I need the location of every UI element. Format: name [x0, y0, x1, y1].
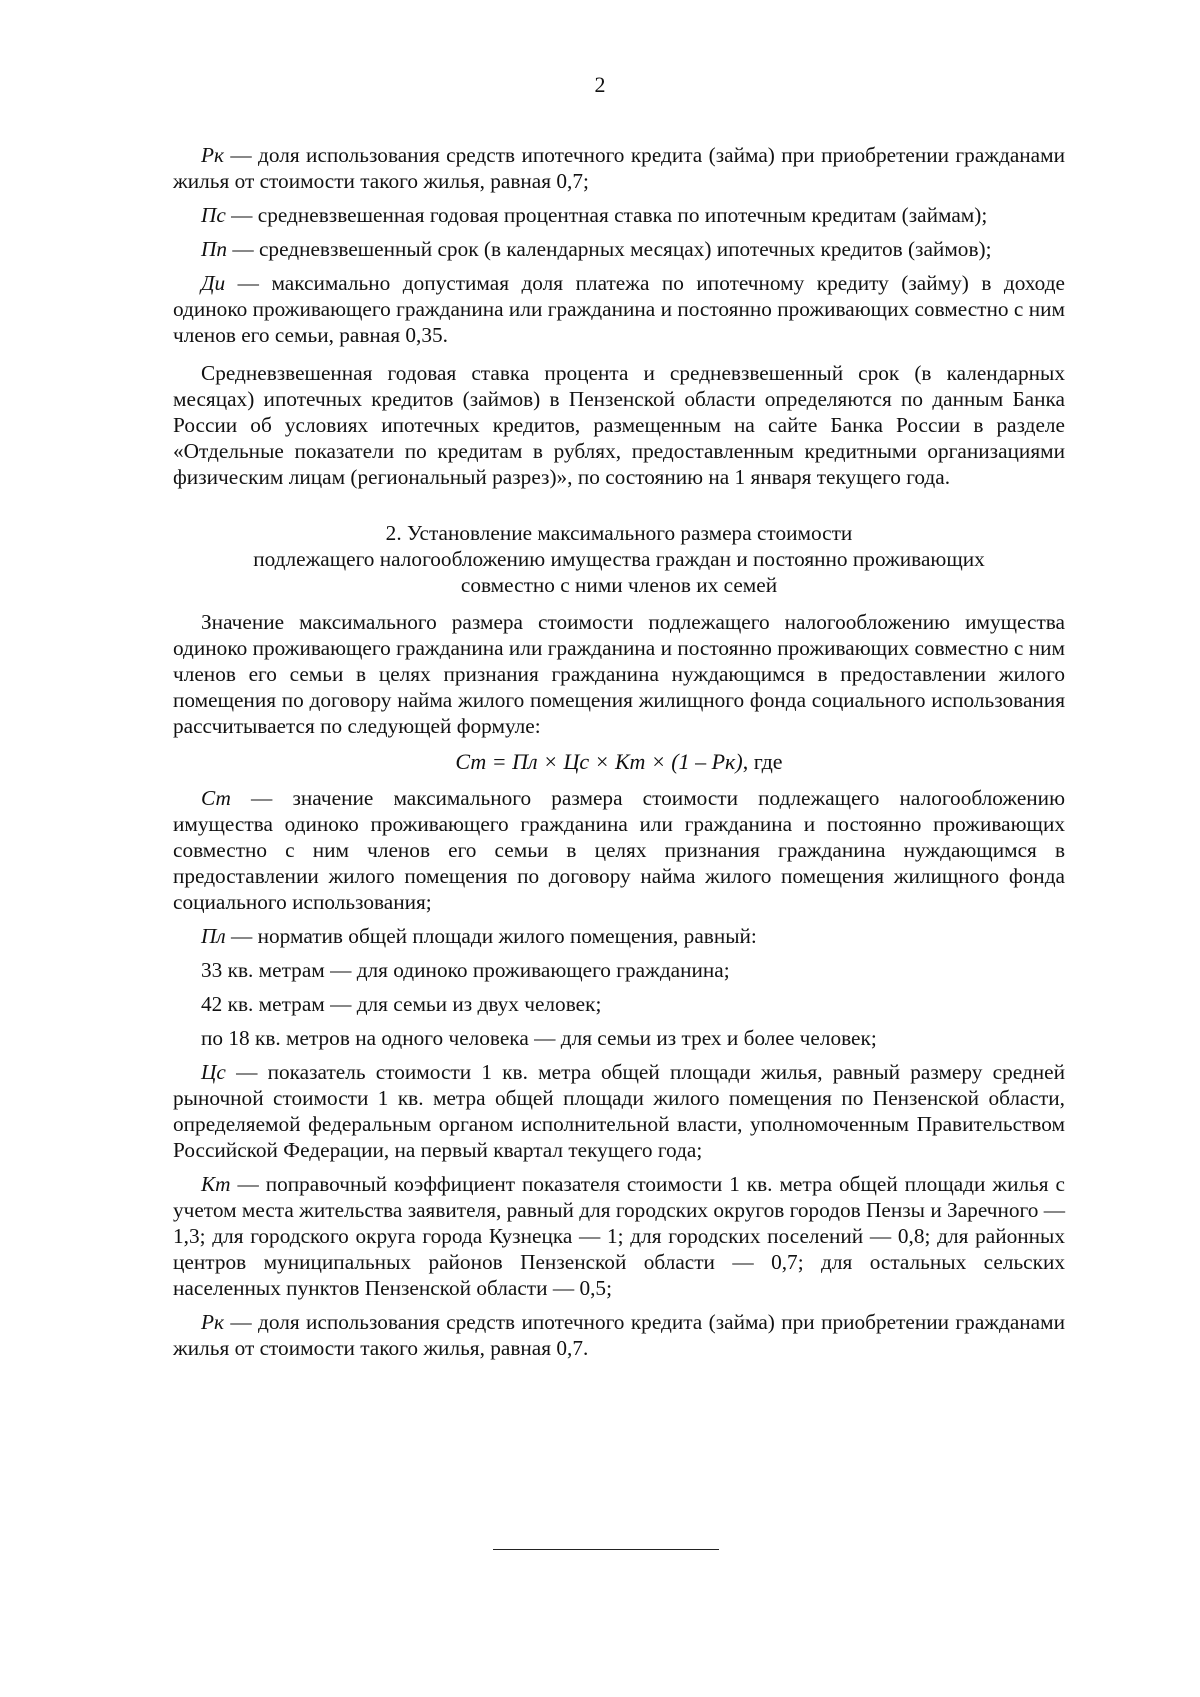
formula-expression: Ст = Пл × Цс × Кт × (1 – Рк): [455, 749, 743, 774]
definition-ps: [173, 202, 1065, 228]
definition-pl: [173, 923, 1065, 949]
norm-item: 33 кв. метрам — для одиноко проживающего гражданина;: [201, 958, 730, 982]
definition-text: — доля использования средств ипотечного кредита (займа) при приобретении гражданами жилья от стоимости такого жилья, равная 0,7.: [173, 1310, 1065, 1360]
section-heading-line-3: совместно с ними членов их семей: [460, 573, 778, 597]
document-body: [173, 142, 1065, 1361]
definition-pp: [173, 236, 1065, 262]
section-heading-line-2: подлежащего налогообложению имущества граждан и постоянно проживающих: [253, 547, 985, 571]
definition-ts: [173, 1059, 1065, 1163]
definition-text: — средневзвешенная годовая процентная ставка по ипотечным кредитам (займам);: [225, 203, 988, 227]
formula: [173, 747, 1065, 777]
end-rule: [493, 1549, 719, 1550]
page-number: 2: [594, 72, 606, 97]
definition-text: — норматив общей площади жилого помещения, равный:: [225, 924, 757, 948]
formula-suffix: , где: [742, 749, 783, 774]
definition-rk-top: [173, 142, 1065, 194]
symbol-ts: Цс: [201, 1060, 226, 1084]
symbol-kt: Кт: [201, 1172, 231, 1196]
definition-st: [173, 785, 1065, 915]
definition-text: — показатель стоимости 1 кв. метра общей площади жилья, равный размеру средней рыночной стоимости 1 кв. метра общей площади жилого помещения по Пензенской области, определяемой федеральным органом исполнительной власти, уполномоченным Правительством Российской Федерации, на первый квартал текущего года;: [173, 1060, 1065, 1162]
definition-text: — доля использования средств ипотечного кредита (займа) при приобретении гражданами жилья от стоимости такого жилья, равная 0,7;: [173, 143, 1065, 193]
symbol-rk: Рк: [201, 143, 224, 167]
section-heading-line-1: 2. Установление максимального размера стоимости: [385, 521, 853, 545]
definition-kt: [173, 1171, 1065, 1301]
symbol-ps: Пс: [201, 203, 226, 227]
norm-item: 42 кв. метрам — для семьи из двух человек;: [201, 992, 602, 1016]
definition-text: — значение максимального размера стоимости подлежащего налогообложению имущества одиноко проживающего гражданина или гражданина и постоянно проживающих совместно с ним членов его семьи в целях признания гражданина нуждающимся в предоставлении жилого помещения по договору найма жилого помещения жилищного фонда социального использования;: [173, 786, 1065, 914]
norm-item: по 18 кв. метров на одного человека — для семьи из трех и более человек;: [201, 1026, 877, 1050]
definition-rk-bottom: [173, 1309, 1065, 1361]
definition-di: [173, 270, 1065, 348]
symbol-st: Ст: [201, 786, 231, 810]
section-heading: [173, 520, 1065, 598]
paragraph-intro: Значение максимального размера стоимости подлежащего налогообложению имущества одиноко проживающего гражданина или гражданина и постоянно проживающих совместно с ним членов его семьи в целях признания гражданина нуждающимся в предоставлении жилого помещения по договору найма жилого помещения жилищного фонда социального использования рассчитывается по следующей формуле:: [173, 610, 1065, 738]
definition-text: — средневзвешенный срок (в календарных месяцах) ипотечных кредитов (займов);: [227, 237, 992, 261]
symbol-pp: Пп: [201, 237, 228, 261]
symbol-rk: Рк: [201, 1310, 224, 1334]
definition-text: — максимально допустимая доля платежа по ипотечному кредиту (займу) в доходе одиноко проживающего гражданина или гражданина и постоянно проживающих совместно с ним членов его семьи, равная 0,35.: [173, 271, 1065, 347]
definition-text: — поправочный коэффициент показателя стоимости 1 кв. метра общей площади жилья с учетом места жительства заявителя, равный для городских округов городов Пензы и Заречного — 1,3; для городского округа города Кузнецка — 1; для городских поселений — 0,8; для районных центров муниципальных районов Пензенской области — 0,7; для остальных сельских населенных пунктов Пензенской области — 0,5;: [173, 1172, 1065, 1300]
paragraph-rates: Средневзвешенная годовая ставка процента и средневзвешенный срок (в календарных месяцах) ипотечных кредитов (займов) в Пензенской области определяются по данным Банка России об условиях ипотечных кредитов, размещенным на сайте Банка России в разделе «Отдельные показатели по кредитам в рублях, предоставленным кредитными организациями физическим лицам (региональный разрез)», по состоянию на 1 января текущего года.: [173, 361, 1065, 489]
symbol-di: Ди: [201, 271, 226, 295]
symbol-pl: Пл: [201, 924, 226, 948]
